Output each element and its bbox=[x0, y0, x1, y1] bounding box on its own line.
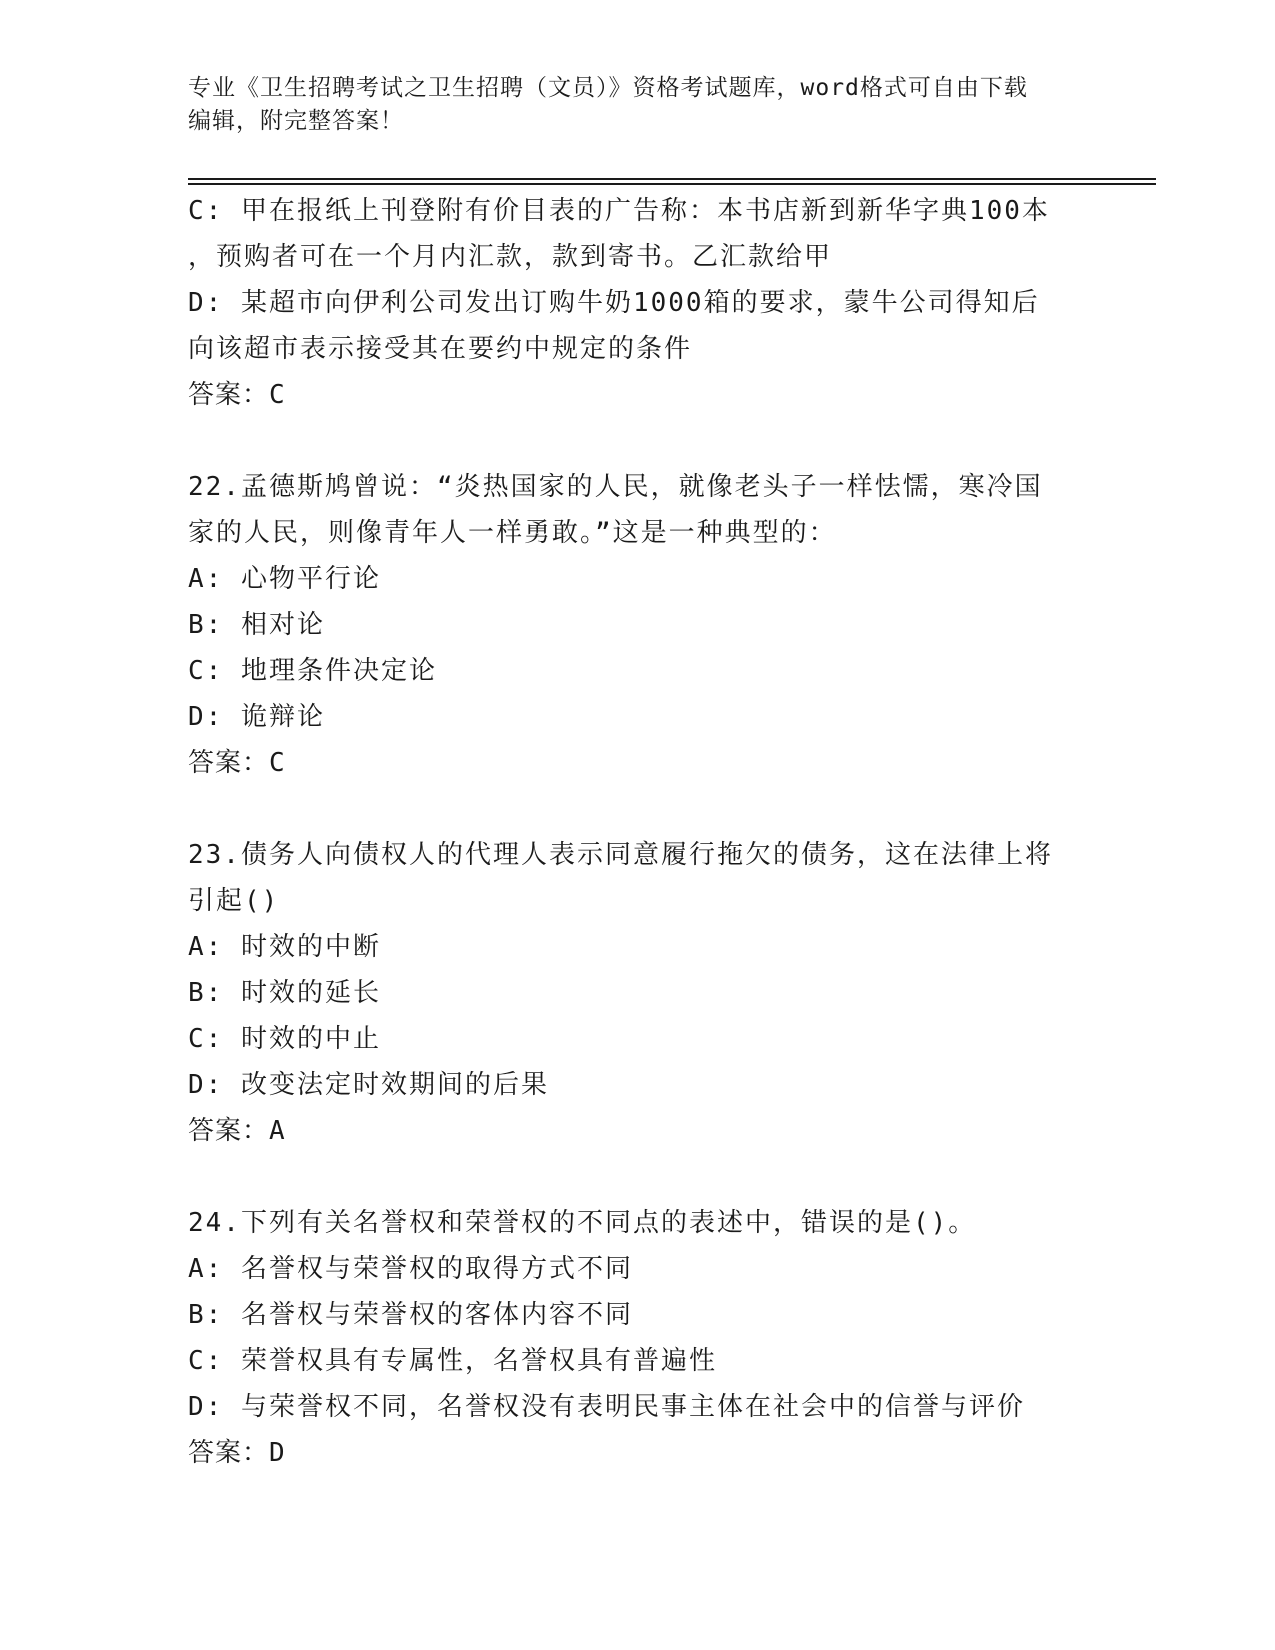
answer-line bbox=[188, 1108, 1088, 1154]
option-c: C: 地理条件决定论 bbox=[188, 656, 437, 686]
option-line: D: 某超市向伊利公司发出订购牛奶1000箱的要求，蒙牛公司得知后 bbox=[188, 288, 1040, 318]
header-line-1: 专业《卫生招聘考试之卫生招聘（文员）》资格考试题库，word格式可自由下载 bbox=[188, 75, 1028, 101]
option-line: C: 甲在报纸上刊登附有价目表的广告称：本书店新到新华字典100本 bbox=[188, 196, 1050, 226]
header-divider-top bbox=[188, 178, 1156, 180]
question-stem-line: 24.下列有关名誉权和荣誉权的不同点的表述中，错误的是()。 bbox=[188, 1208, 977, 1238]
document-header bbox=[188, 72, 1068, 138]
question-block-23 bbox=[188, 832, 1088, 1154]
option-line: 向该超市表示接受其在要约中规定的条件 bbox=[188, 334, 693, 364]
answer-value: C bbox=[269, 380, 286, 410]
question-stem-line: 22.孟德斯鸠曾说：“炎热国家的人民，就像老头子一样怯懦，寒冷国 bbox=[188, 472, 1043, 502]
question-stem-line: 引起() bbox=[188, 886, 280, 916]
option-c: C: 荣誉权具有专属性，名誉权具有普遍性 bbox=[188, 1346, 717, 1376]
option-b: B: 名誉权与荣誉权的客体内容不同 bbox=[188, 1300, 633, 1330]
answer-value: D bbox=[269, 1438, 286, 1468]
header-line-2: 编辑，附完整答案！ bbox=[188, 108, 404, 134]
answer-line bbox=[188, 372, 1088, 418]
option-c: C: 时效的中止 bbox=[188, 1024, 381, 1054]
answer-line bbox=[188, 1430, 1088, 1476]
answer-line bbox=[188, 740, 1088, 786]
question-block-21-continued bbox=[188, 188, 1088, 418]
option-line: ，预购者可在一个月内汇款，款到寄书。乙汇款给甲 bbox=[188, 242, 833, 272]
answer-label: 答案： bbox=[188, 380, 270, 410]
option-a: A: 心物平行论 bbox=[188, 564, 381, 594]
question-content bbox=[188, 188, 1088, 1522]
question-block-24 bbox=[188, 1200, 1088, 1476]
option-a: A: 时效的中断 bbox=[188, 932, 381, 962]
option-a: A: 名誉权与荣誉权的取得方式不同 bbox=[188, 1254, 633, 1284]
option-d: D: 诡辩论 bbox=[188, 702, 325, 732]
header-divider-bottom bbox=[188, 183, 1156, 185]
option-b: B: 相对论 bbox=[188, 610, 325, 640]
question-block-22 bbox=[188, 464, 1088, 786]
option-d: D: 与荣誉权不同，名誉权没有表明民事主体在社会中的信誉与评价 bbox=[188, 1392, 1025, 1422]
answer-value: C bbox=[269, 748, 286, 778]
question-stem-line: 23.债务人向债权人的代理人表示同意履行拖欠的债务，这在法律上将 bbox=[188, 840, 1053, 870]
answer-value: A bbox=[269, 1116, 286, 1146]
option-d: D: 改变法定时效期间的后果 bbox=[188, 1070, 549, 1100]
option-b: B: 时效的延长 bbox=[188, 978, 381, 1008]
question-stem-line: 家的人民，则像青年人一样勇敢。”这是一种典型的： bbox=[188, 518, 837, 548]
answer-label: 答案： bbox=[188, 748, 270, 778]
answer-label: 答案： bbox=[188, 1116, 270, 1146]
answer-label: 答案： bbox=[188, 1438, 270, 1468]
